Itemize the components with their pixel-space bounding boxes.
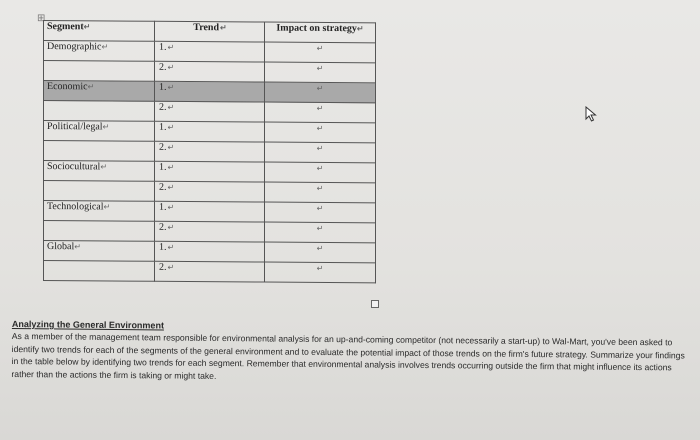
- trend-cell[interactable]: 2.↵: [155, 141, 265, 162]
- environment-table[interactable]: [43, 20, 376, 283]
- impact-cell[interactable]: ↵: [265, 102, 376, 123]
- segment-label: Global: [47, 241, 75, 253]
- segment-label: Sociocultural: [47, 161, 101, 173]
- mouse-pointer-icon: [585, 106, 597, 122]
- segment-cell[interactable]: Economic↵: [44, 81, 155, 102]
- impact-cell[interactable]: ↵: [265, 202, 376, 223]
- trend-cell[interactable]: 2.↵: [155, 61, 265, 82]
- segment-cell[interactable]: Demographic↵: [44, 41, 155, 62]
- table-row: [44, 201, 376, 223]
- impact-cell[interactable]: ↵: [265, 142, 376, 163]
- table-move-handle-icon[interactable]: ⊞: [37, 13, 46, 24]
- segment-cell[interactable]: Technological↵: [44, 201, 155, 222]
- table-header-row: [44, 21, 376, 43]
- table-row: [44, 41, 376, 63]
- trend-cell[interactable]: 1.↵: [155, 81, 265, 102]
- segment-cell[interactable]: Sociocultural↵: [44, 161, 155, 182]
- impact-cell[interactable]: ↵: [265, 262, 376, 283]
- table-row: [44, 81, 376, 103]
- instructions-body: As a member of the management team responsible for environmental analysis for an up-and-coming competitor (not necessarily a start-up) to Wal-Mart, you've been asked to identify two trends for each of the segments of the general environment and to evaluate the potential impact of those trends on the firm's future strategy. Summarize your findings in the table below by identifying two trends for each segment. Remember that environmental analysis involves trends occurring outside the firm that might influence its actions rather than the actions the firm is taking or might take.: [11, 331, 685, 381]
- segment-cell[interactable]: [44, 61, 155, 82]
- table-row: [44, 241, 376, 263]
- table-row: [44, 141, 376, 163]
- segment-cell[interactable]: Political/legal↵: [44, 121, 155, 142]
- segment-cell[interactable]: [44, 141, 155, 162]
- trend-cell[interactable]: 1.↵: [155, 41, 265, 62]
- table-resize-handle[interactable]: [371, 300, 379, 308]
- segment-cell[interactable]: Global↵: [44, 241, 155, 262]
- trend-cell[interactable]: 1.↵: [155, 161, 265, 182]
- header-segment[interactable]: Segment↵: [44, 21, 155, 42]
- trend-cell[interactable]: 2.↵: [155, 181, 265, 202]
- trend-number: 2.: [159, 61, 167, 73]
- impact-cell[interactable]: ↵: [265, 242, 376, 263]
- table-row: [44, 221, 376, 243]
- trend-cell[interactable]: 1.↵: [155, 201, 265, 222]
- trend-number: 1.: [159, 241, 167, 253]
- trend-number: 1.: [159, 41, 167, 53]
- instructions-block: [11, 318, 694, 387]
- trend-cell[interactable]: 2.↵: [155, 221, 265, 242]
- table-row: [44, 101, 376, 123]
- trend-number: 1.: [159, 161, 167, 173]
- trend-cell[interactable]: 2.↵: [155, 101, 265, 122]
- segment-label: Demographic: [47, 41, 102, 53]
- impact-cell[interactable]: ↵: [265, 222, 376, 243]
- impact-cell[interactable]: ↵: [265, 42, 376, 63]
- segment-label: Technological: [47, 201, 104, 213]
- trend-number: 1.: [159, 81, 167, 93]
- trend-cell[interactable]: 2.↵: [155, 261, 265, 282]
- header-impact[interactable]: Impact on strategy↵: [265, 22, 376, 43]
- trend-number: 1.: [159, 121, 167, 133]
- trend-number: 2.: [159, 261, 167, 273]
- impact-cell[interactable]: ↵: [265, 82, 376, 103]
- impact-cell[interactable]: ↵: [265, 62, 376, 83]
- table-row: [44, 181, 376, 203]
- trend-number: 2.: [159, 221, 167, 233]
- impact-cell[interactable]: ↵: [265, 162, 376, 183]
- trend-cell[interactable]: 1.↵: [155, 241, 265, 262]
- segment-label: Economic: [47, 81, 88, 93]
- trend-number: 2.: [159, 181, 167, 193]
- segment-cell[interactable]: [44, 221, 155, 242]
- header-trend[interactable]: Trend↵: [155, 21, 265, 42]
- instructions-heading: Analyzing the General Environment: [11, 318, 165, 331]
- segment-cell[interactable]: [44, 261, 155, 282]
- table-row: [44, 61, 376, 83]
- impact-cell[interactable]: ↵: [265, 122, 376, 143]
- table-row: [44, 261, 376, 283]
- segment-cell[interactable]: [44, 101, 155, 122]
- trend-number: 1.: [159, 201, 167, 213]
- segment-cell[interactable]: [44, 181, 155, 202]
- segment-label: Political/legal: [47, 121, 103, 133]
- table-row: [44, 121, 376, 143]
- trend-cell[interactable]: 1.↵: [155, 121, 265, 142]
- trend-number: 2.: [159, 101, 167, 113]
- table-row: [44, 161, 376, 183]
- impact-cell[interactable]: ↵: [265, 182, 376, 203]
- trend-number: 2.: [159, 141, 167, 153]
